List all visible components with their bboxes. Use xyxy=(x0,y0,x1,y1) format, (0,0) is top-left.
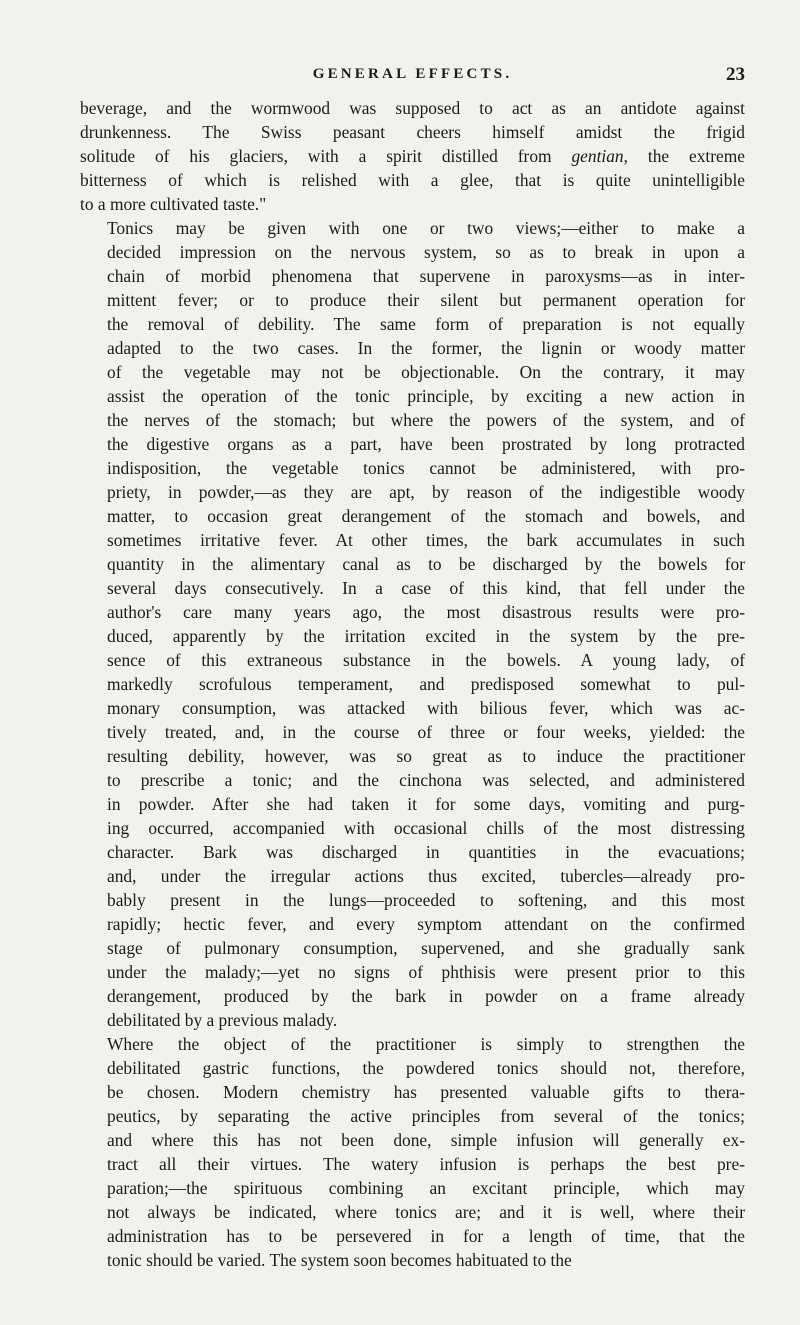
text-line: debilitated by a previous malady. xyxy=(107,1010,338,1030)
text-line: adapted to the two cases. In the former, the lignin or woody matter xyxy=(107,338,745,358)
text-line: debilitated gastric functions, the powdered tonics should not, therefore, xyxy=(107,1058,745,1078)
text-line: Tonics may be given with one or two views;—either to make a xyxy=(107,218,745,238)
text-line: under the malady;—yet no signs of phthisis were present prior to this xyxy=(107,962,745,982)
book-page xyxy=(80,64,745,1272)
text-line: be chosen. Modern chemistry has presented valuable gifts to thera- xyxy=(107,1082,745,1102)
text-line: sometimes irritative fever. At other times, the bark accumulates in such xyxy=(107,530,745,550)
text-line: tonic should be varied. The system soon becomes habituated to the xyxy=(107,1250,572,1270)
text-line: sence of this extraneous substance in the bowels. A young lady, of xyxy=(107,650,745,670)
text-line: of the vegetable may not be objectionable. On the contrary, it may xyxy=(107,362,745,382)
paragraph xyxy=(80,96,745,216)
running-head xyxy=(80,64,745,86)
paragraph xyxy=(80,216,745,1032)
text-line: several days consecutively. In a case of this kind, that fell under the xyxy=(107,578,745,598)
text-line: resulting debility, however, was so great as to induce the practitioner xyxy=(107,746,745,766)
text-line: derangement, produced by the bark in powder on a frame already xyxy=(107,986,745,1006)
text-line: and, under the irregular actions thus excited, tubercles—already pro- xyxy=(107,866,745,886)
text-line: monary consumption, was attacked with bilious fever, which was ac- xyxy=(107,698,745,718)
text-line: peutics, by separating the active principles from several of the tonics; xyxy=(107,1106,745,1126)
text-line: not always be indicated, where tonics are; and it is well, where their xyxy=(107,1202,745,1222)
text-line: drunkenness. The Swiss peasant cheers himself amidst the frigid xyxy=(80,122,745,142)
text-line: tively treated, and, in the course of three or four weeks, yielded: the xyxy=(107,722,745,742)
text-line: matter, to occasion great derangement of the stomach and bowels, and xyxy=(107,506,745,526)
text-line: author's care many years ago, the most disastrous results were pro- xyxy=(107,602,745,622)
text-line: markedly scrofulous temperament, and predisposed somewhat to pul- xyxy=(107,674,745,694)
text-line: the digestive organs as a part, have been prostrated by long protracted xyxy=(107,434,745,454)
text-line: bitterness of which is relished with a glee, that is quite unintelligible xyxy=(80,170,745,190)
text-line: ing occurred, accompanied with occasional chills of the most distressing xyxy=(107,818,745,838)
text-line: assist the operation of the tonic principle, by exciting a new action in xyxy=(107,386,745,406)
text-line: paration;—the spirituous combining an excitant principle, which may xyxy=(107,1178,745,1198)
text-line: quantity in the alimentary canal as to be discharged by the bowels for xyxy=(107,554,745,574)
text-line: to prescribe a tonic; and the cinchona was selected, and administered xyxy=(107,770,745,790)
text-line: and where this has not been done, simple infusion will generally ex- xyxy=(107,1130,745,1150)
text-line: character. Bark was discharged in quantities in the evacuations; xyxy=(107,842,745,862)
text-line: mittent fever; or to produce their silent but permanent operation for xyxy=(107,290,745,310)
text-line: decided impression on the nervous system, so as to break in upon a xyxy=(107,242,745,262)
text-line: stage of pulmonary consumption, supervened, and she gradually sank xyxy=(107,938,745,958)
text-line: tract all their virtues. The watery infusion is perhaps the best pre- xyxy=(107,1154,745,1174)
text-line: indisposition, the vegetable tonics cannot be administered, with pro- xyxy=(107,458,745,478)
body-text xyxy=(80,96,745,1272)
text-line: solitude of his glaciers, with a spirit distilled from gentian, the extreme xyxy=(80,146,745,166)
text-line: Where the object of the practitioner is simply to strengthen the xyxy=(107,1034,745,1054)
text-line: to a more cultivated taste." xyxy=(80,194,267,214)
text-line: the removal of debility. The same form of preparation is not equally xyxy=(107,314,745,334)
running-title: GENERAL EFFECTS. xyxy=(312,66,513,82)
text-line: administration has to be persevered in for a length of time, that the xyxy=(107,1226,745,1246)
text-line: duced, apparently by the irritation excited in the system by the pre- xyxy=(107,626,745,646)
page-number: 23 xyxy=(726,64,745,85)
text-line: chain of morbid phenomena that supervene in paroxysms—as in inter- xyxy=(107,266,745,286)
text-line: in powder. After she had taken it for some days, vomiting and purg- xyxy=(107,794,745,814)
text-line: bably present in the lungs—proceeded to softening, and this most xyxy=(107,890,745,910)
text-line: the nerves of the stomach; but where the powers of the system, and of xyxy=(107,410,745,430)
text-line: beverage, and the wormwood was supposed to act as an antidote against xyxy=(80,98,745,118)
paragraph xyxy=(80,1032,745,1272)
text-line: rapidly; hectic fever, and every symptom attendant on the confirmed xyxy=(107,914,745,934)
text-line: priety, in powder,—as they are apt, by reason of the indigestible woody xyxy=(107,482,745,502)
